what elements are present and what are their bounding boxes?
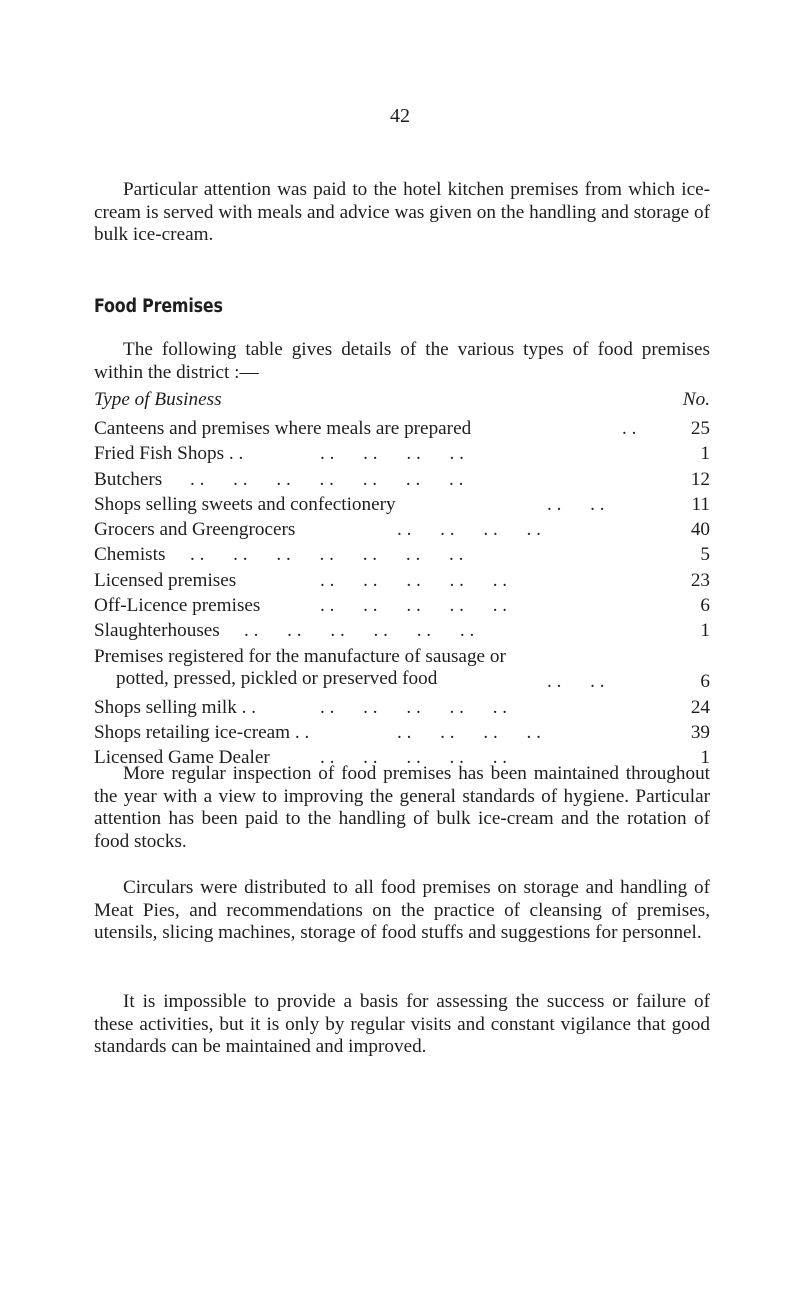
row-leader-dots: . . . . . . . . . . . . . . bbox=[190, 544, 464, 566]
row-label: Grocers and Greengrocers bbox=[94, 519, 296, 541]
row-value: 24 bbox=[690, 696, 710, 718]
row-label: Shops retailing ice-cream . . bbox=[94, 721, 310, 743]
row-value: 6 bbox=[700, 671, 710, 693]
row-label: Shops selling sweets and confectionery bbox=[94, 493, 396, 515]
row-value: 6 bbox=[700, 595, 710, 617]
food-premises-table bbox=[94, 389, 710, 773]
row-label: Licensed premises bbox=[94, 569, 237, 591]
inspection-paragraph: More regular inspection of food premises has been maintained throughout the year with a view to improving the general standards of hygiene. Particular attention has been paid to the handling of bulk ice-cream and the rotation of food stocks. bbox=[94, 763, 710, 852]
row-label: Butchers bbox=[94, 468, 163, 490]
table-row bbox=[94, 494, 710, 519]
row-leader-dots: . . . . . . . . . . . . bbox=[244, 620, 475, 642]
row-leader-dots: . . . . . . . . . . bbox=[320, 747, 508, 769]
row-leader-dots: . . . . . . . . . . bbox=[320, 696, 508, 718]
section-heading: Food Premises bbox=[94, 296, 223, 317]
row-value: 5 bbox=[700, 544, 710, 566]
table-row bbox=[94, 697, 710, 722]
table-row bbox=[94, 595, 710, 620]
row-leader-dots: . . . . . . . . bbox=[397, 721, 541, 743]
row-label: Shops selling milk . . bbox=[94, 696, 257, 718]
header-type-of-business: Type of Business bbox=[94, 389, 222, 410]
table-row bbox=[94, 443, 710, 468]
row-leader-dots: . . bbox=[622, 418, 637, 439]
table-row bbox=[94, 519, 710, 544]
table-row bbox=[94, 620, 710, 645]
table-header bbox=[94, 389, 710, 418]
row-leader-dots: . . . . . . . . bbox=[397, 519, 541, 541]
row-value: 23 bbox=[690, 569, 710, 591]
row-label: Slaughterhouses bbox=[94, 620, 220, 642]
table-intro-paragraph: The following table gives details of the various types of food premises within the district :— bbox=[94, 339, 710, 383]
row-value: 39 bbox=[690, 721, 710, 743]
intro-paragraph: Particular attention was paid to the hotel kitchen premises from which ice-cream is served with meals and advice was given on the handling and storage of bulk ice-cream. bbox=[94, 179, 710, 246]
table-row bbox=[94, 469, 710, 494]
row-leader-dots: . . . . bbox=[547, 671, 605, 693]
row-label: Off-Licence premises bbox=[94, 595, 261, 617]
row-label: Licensed Game Dealer bbox=[94, 747, 270, 769]
row-leader-dots: . . . . . . . . bbox=[320, 443, 464, 465]
row-leader-dots: . . . . bbox=[547, 493, 605, 515]
table-row bbox=[94, 722, 710, 747]
row-label-line-1: Premises registered for the manufacture of sausage or bbox=[94, 645, 506, 667]
circulars-paragraph: Circulars were distributed to all food premises on storage and handling of Meat Pies, and recommendations on the practice of cleansing of premises, utensils, slicing machines, storage of food stuffs and suggestions for personnel. bbox=[94, 877, 710, 944]
row-value: 1 bbox=[700, 443, 710, 465]
header-number: No. bbox=[682, 389, 710, 410]
page-number: 42 bbox=[390, 105, 410, 127]
row-label-line-2: potted, pressed, pickled or preserved food bbox=[116, 668, 438, 690]
row-value: 40 bbox=[690, 519, 710, 541]
table-row bbox=[94, 418, 710, 443]
row-label: Canteens and premises where meals are prepared bbox=[94, 418, 472, 439]
row-value: 11 bbox=[691, 493, 710, 515]
conclusion-paragraph: It is impossible to provide a basis for assessing the success or failure of these activities, but it is only by regular visits and constant vigilance that good standards can be maintained and improved. bbox=[94, 991, 710, 1058]
table-row bbox=[94, 646, 710, 697]
row-label: Chemists bbox=[94, 544, 166, 566]
row-value: 1 bbox=[700, 620, 710, 642]
row-value: 25 bbox=[690, 418, 710, 439]
table-row bbox=[94, 544, 710, 569]
row-value: 12 bbox=[690, 468, 710, 490]
row-leader-dots: . . . . . . . . . . bbox=[320, 595, 508, 617]
row-label: Fried Fish Shops . . bbox=[94, 443, 244, 465]
row-leader-dots: . . . . . . . . . . . . . . bbox=[190, 468, 464, 490]
row-leader-dots: . . . . . . . . . . bbox=[320, 569, 508, 591]
row-value: 1 bbox=[700, 747, 710, 769]
table-row bbox=[94, 570, 710, 595]
